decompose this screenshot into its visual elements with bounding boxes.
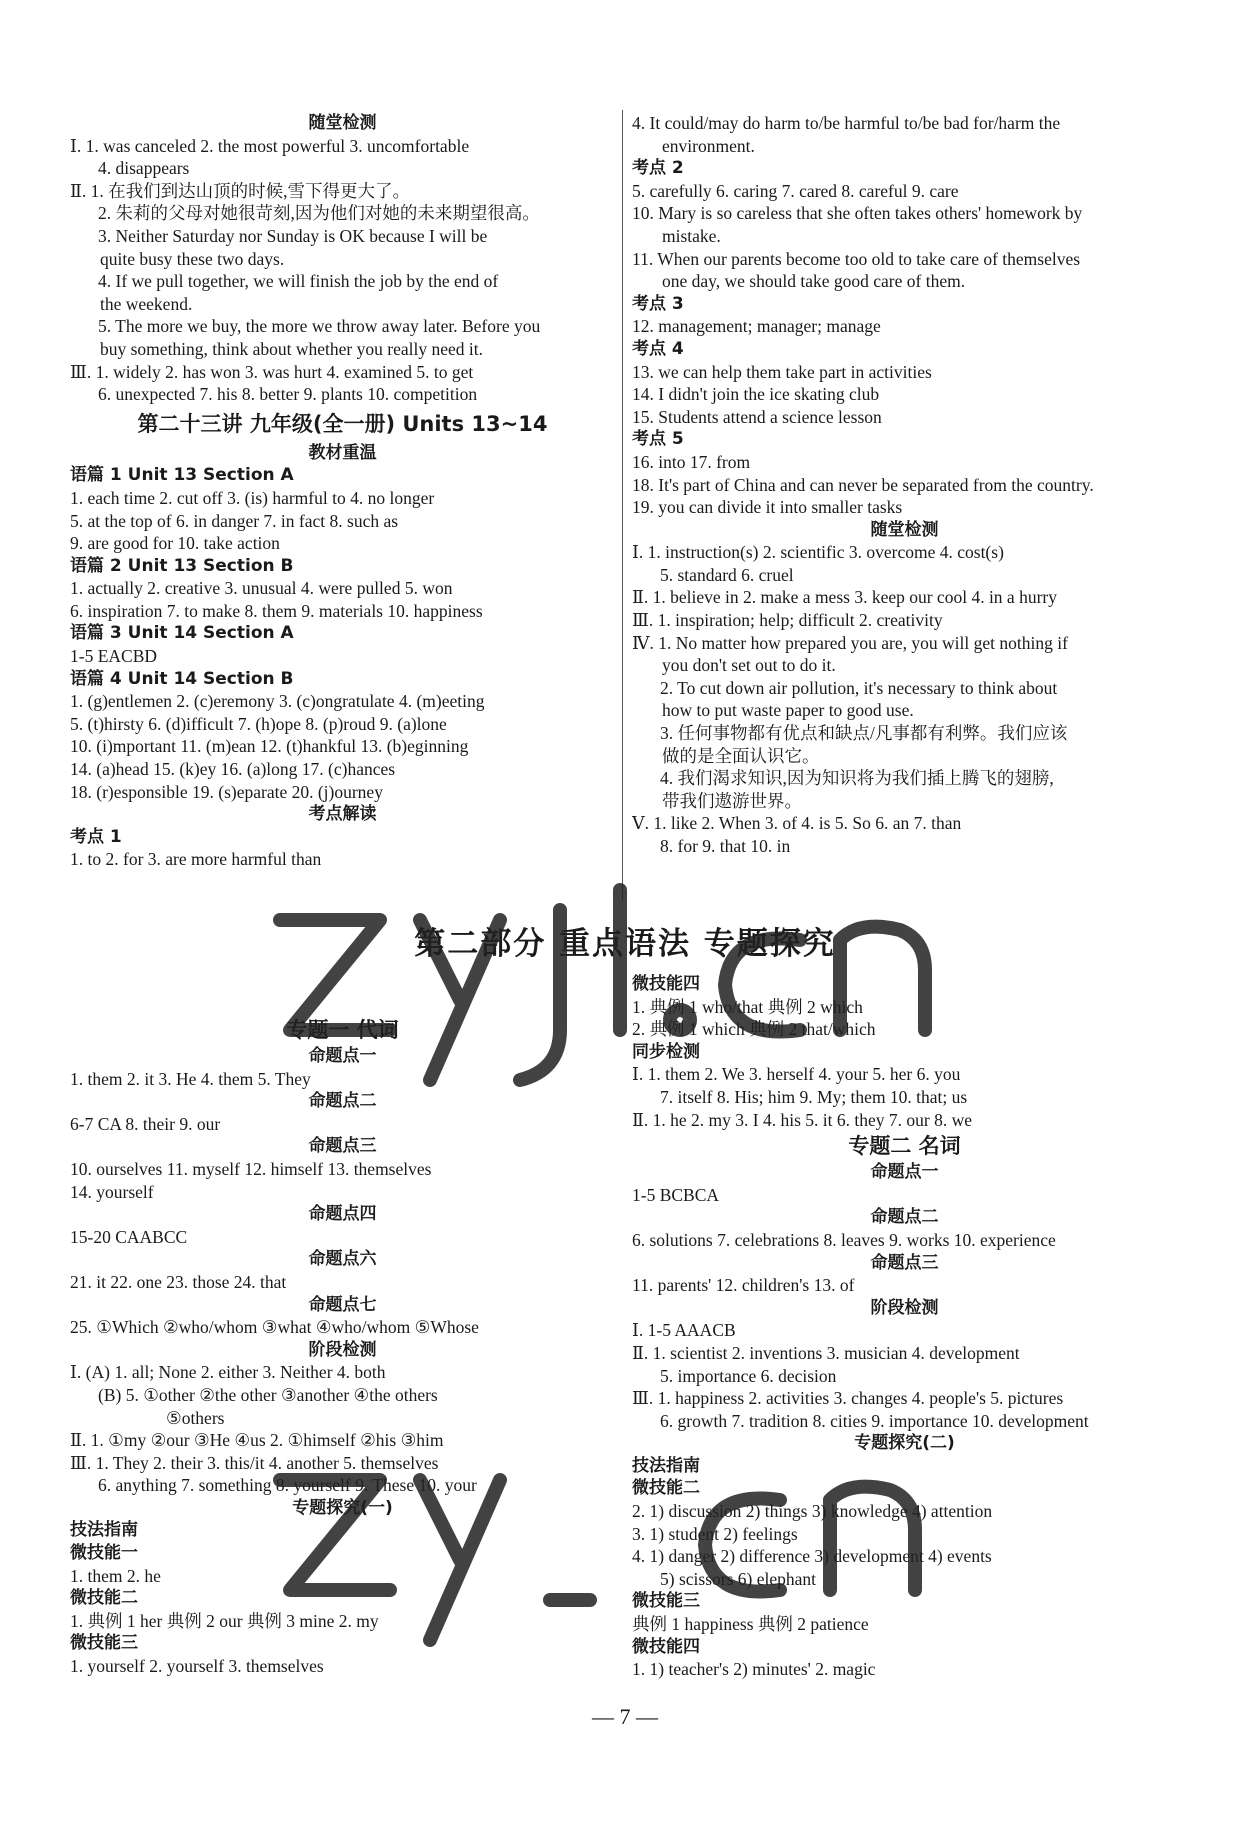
- answer-line: Ⅰ. (A) 1. all; None 2. either 3. Neither 4. both: [70, 1362, 386, 1383]
- sub-heading: 技法指南: [632, 1455, 700, 1476]
- answer-line: the weekend.: [100, 293, 193, 314]
- answer-line: Ⅱ. 1. he 2. my 3. I 4. his 5. it 6. they 7. our 8. we: [632, 1109, 972, 1130]
- answer-line: 5. carefully 6. caring 7. cared 8. careful 9. care: [632, 180, 959, 201]
- section-heading: 考点解读: [308, 804, 377, 825]
- answer-line: 25. ①Which ②who/whom ③what ④who/whom ⑤Whose: [70, 1317, 479, 1338]
- answer-line: 11. When our parents become too old to take care of themselves: [632, 248, 1081, 269]
- answer-line: 21. it 22. one 23. those 24. that: [70, 1271, 287, 1292]
- sub-heading: 考点 5: [632, 429, 684, 450]
- sub-heading: 微技能二: [70, 1588, 138, 1609]
- answer-line: 5. (t)hirsty 6. (d)ifficult 7. (h)ope 8. (p)roud 9. (a)lone: [70, 713, 447, 734]
- answer-line: 6-7 CA 8. their 9. our: [70, 1113, 221, 1134]
- answer-line: (B) 5. ①other ②the other ③another ④the others: [98, 1384, 438, 1405]
- section-heading: 命题点三: [870, 1252, 939, 1273]
- sub-heading: 微技能四: [632, 1636, 700, 1657]
- answer-line: 1. them 2. he: [70, 1565, 161, 1586]
- answer-line: 2. 1) discussion 2) things 3) knowledge 4) attention: [632, 1501, 993, 1522]
- answer-line: 5. The more we buy, the more we throw away later. Before you: [98, 316, 541, 337]
- answer-line: 6. growth 7. tradition 8. cities 9. importance 10. development: [660, 1410, 1089, 1431]
- answer-line: 1. 典例 1 her 典例 2 our 典例 3 mine 2. my: [70, 1610, 379, 1631]
- topic-title: 专题二 名词: [848, 1134, 961, 1159]
- sub-heading: 考点 2: [632, 158, 684, 179]
- answer-line: you don't set out to do it.: [662, 655, 836, 676]
- answer-line: 1-5 BCBCA: [632, 1184, 720, 1205]
- answer-line: Ⅰ. 1. was canceled 2. the most powerful 3. uncomfortable: [70, 135, 470, 156]
- answer-line: 1-5 EACBD: [70, 646, 158, 667]
- lesson-title: 第二十三讲 九年级(全一册) Units 13~14: [137, 411, 548, 436]
- right-column-top: [632, 112, 1177, 858]
- answer-line: 2. 朱莉的父母对她很苛刻,因为他们对她的未来期望很高。: [98, 203, 540, 224]
- answer-line: Ⅰ. 1. them 2. We 3. herself 4. your 5. her 6. you: [632, 1064, 961, 1085]
- left-column-bottom: [70, 1015, 615, 1678]
- section-heading: 命题点七: [308, 1294, 377, 1315]
- answer-line: 18. It's part of China and can never be separated from the country.: [632, 474, 1094, 495]
- sub-heading: 技法指南: [70, 1520, 138, 1541]
- answer-line: 14. yourself: [70, 1181, 154, 1202]
- sub-heading: 微技能三: [70, 1633, 138, 1654]
- answer-line: 16. into 17. from: [632, 451, 751, 472]
- section-heading: 命题点一: [870, 1162, 939, 1183]
- section-heading: 专题探究(一): [292, 1497, 393, 1518]
- answer-line: 做的是全面认识它。: [662, 745, 820, 766]
- section-heading: 命题点一: [308, 1046, 377, 1066]
- answer-line: Ⅱ. 1. 在我们到达山顶的时候,雪下得更大了。: [70, 180, 411, 201]
- section-heading: 命题点四: [308, 1204, 377, 1225]
- sub-heading: 微技能三: [632, 1591, 700, 1612]
- answer-line: ⑤others: [166, 1407, 225, 1428]
- sub-heading: 同步检测: [632, 1041, 700, 1062]
- answer-line: Ⅰ. 1-5 AAACB: [632, 1320, 736, 1341]
- section-heading: 随堂检测: [308, 113, 377, 133]
- page-number: — 7 —: [592, 1704, 658, 1729]
- answer-line: Ⅲ. 1. They 2. their 3. this/it 4. another 5. themselves: [70, 1452, 439, 1473]
- answer-line: 3. Neither Saturday nor Sunday is OK because I will be: [98, 225, 488, 246]
- answer-line: 10. (i)mportant 11. (m)ean 12. (t)hankful 13. (b)eginning: [70, 736, 469, 757]
- answer-line: 19. you can divide it into smaller tasks: [632, 497, 903, 518]
- section-heading: 阶段检测: [870, 1297, 939, 1318]
- column-divider: [622, 110, 623, 900]
- answer-line: 6. unexpected 7. his 8. better 9. plants 10. competition: [98, 384, 478, 405]
- section-heading: 命题点二: [870, 1207, 939, 1228]
- answer-line: 11. parents' 12. children's 13. of: [632, 1275, 855, 1296]
- answer-line: 3. 1) student 2) feelings: [632, 1523, 798, 1544]
- answer-line: 18. (r)esponsible 19. (s)eparate 20. (j)ourney: [70, 781, 383, 802]
- answer-line: 15-20 CAABCC: [70, 1226, 188, 1247]
- answer-line: 带我们遨游世界。: [662, 790, 802, 811]
- answer-line: 10. ourselves 11. myself 12. himself 13. themselves: [70, 1158, 432, 1179]
- answer-line: 1. 典例 1 who/that 典例 2 which: [632, 996, 863, 1017]
- answer-line: 1. them 2. it 3. He 4. them 5. They: [70, 1068, 311, 1089]
- answer-line: quite busy these two days.: [100, 248, 285, 269]
- answer-line: 6. anything 7. something 8. yourself 9. These 10. your: [98, 1475, 477, 1496]
- answer-line: 13. we can help them take part in activities: [632, 361, 932, 382]
- answer-line: 1. each time 2. cut off 3. (is) harmful to 4. no longer: [70, 487, 435, 508]
- sub-heading: 语篇 2 Unit 13 Section B: [70, 555, 294, 576]
- answer-line: 5. standard 6. cruel: [660, 564, 794, 585]
- sub-heading: 考点 1: [70, 826, 122, 847]
- answer-line: Ⅲ. 1. inspiration; help; difficult 2. creativity: [632, 610, 943, 631]
- sub-heading: 语篇 3 Unit 14 Section A: [70, 623, 294, 644]
- answer-line: 7. itself 8. His; him 9. My; them 10. that; us: [660, 1086, 968, 1107]
- left-column-top: [70, 112, 615, 871]
- answer-line: Ⅱ. 1. believe in 2. make a mess 3. keep our cool 4. in a hurry: [632, 587, 1057, 608]
- sub-heading: 考点 3: [632, 293, 684, 314]
- topic-title: 专题一 代词: [286, 1018, 399, 1042]
- sub-heading: 语篇 4 Unit 14 Section B: [70, 668, 294, 689]
- answer-line: 2. To cut down air pollution, it's necessary to think about: [660, 677, 1058, 698]
- sub-heading: 微技能一: [70, 1543, 138, 1564]
- part-title: 第二部分 重点语法 专题探究: [414, 926, 836, 962]
- answer-line: 1. to 2. for 3. are more harmful than: [70, 849, 322, 870]
- answer-line: 15. Students attend a science lesson: [632, 406, 882, 427]
- answer-line: 6. solutions 7. celebrations 8. leaves 9. works 10. experience: [632, 1229, 1056, 1250]
- answer-line: Ⅳ. 1. No matter how prepared you are, you will get nothing if: [632, 632, 1068, 653]
- answer-line: 10. Mary is so careless that she often takes others' homework by: [632, 203, 1083, 224]
- answer-line: 4. disappears: [98, 158, 190, 179]
- answer-line: one day, we should take good care of them.: [662, 271, 966, 292]
- answer-line: 4. 我们渴求知识,因为知识将为我们插上腾飞的翅膀,: [660, 768, 1054, 789]
- answer-line: Ⅱ. 1. ①my ②our ③He ④us 2. ①himself ②his ③him: [70, 1430, 444, 1451]
- sub-heading: 微技能四: [632, 974, 700, 994]
- answer-line: Ⅲ. 1. widely 2. has won 3. was hurt 4. examined 5. to get: [70, 361, 474, 382]
- answer-line: buy something, think about whether you really need it.: [100, 338, 483, 359]
- section-heading: 阶段检测: [308, 1339, 377, 1360]
- answer-line: 2. 典例 1 which 典例 2 that/which: [632, 1019, 876, 1040]
- answer-line: 12. management; manager; manage: [632, 316, 881, 337]
- answer-line: 6. inspiration 7. to make 8. them 9. materials 10. happiness: [70, 600, 483, 621]
- answer-line: Ⅱ. 1. scientist 2. inventions 3. musician 4. development: [632, 1342, 1020, 1363]
- section-heading: 随堂检测: [870, 519, 939, 540]
- answer-line: mistake.: [662, 225, 721, 246]
- answer-line: 典例 1 happiness 典例 2 patience: [632, 1614, 869, 1635]
- answer-line: Ⅰ. 1. instruction(s) 2. scientific 3. overcome 4. cost(s): [632, 542, 1004, 563]
- answer-line: 3. 任何事物都有优点和缺点/凡事都有利弊。我们应该: [660, 723, 1068, 744]
- answer-line: 14. I didn't join the ice skating club: [632, 384, 880, 405]
- answer-line: 1. (g)entlemen 2. (c)eremony 3. (c)ongratulate 4. (m)eeting: [70, 691, 485, 712]
- answer-line: environment.: [662, 135, 755, 156]
- sub-heading: 考点 4: [632, 338, 684, 359]
- answer-line: 1. actually 2. creative 3. unusual 4. were pulled 5. won: [70, 578, 453, 599]
- answer-line: 8. for 9. that 10. in: [660, 836, 791, 856]
- section-heading: 命题点六: [308, 1249, 377, 1270]
- answer-line: 4. If we pull together, we will finish the job by the end of: [98, 271, 499, 292]
- section-heading: 命题点二: [308, 1091, 377, 1112]
- answer-line: 5. importance 6. decision: [660, 1365, 837, 1386]
- answer-line: 1. yourself 2. yourself 3. themselves: [70, 1656, 324, 1677]
- answer-line: 9. are good for 10. take action: [70, 533, 280, 554]
- section-heading: 命题点三: [308, 1136, 377, 1157]
- answer-line: how to put waste paper to good use.: [662, 700, 914, 721]
- section-heading: 教材重温: [308, 442, 377, 463]
- sub-heading: 微技能二: [632, 1478, 700, 1499]
- answer-line: 14. (a)head 15. (k)ey 16. (a)long 17. (c)hances: [70, 759, 396, 780]
- answer-line: 1. 1) teacher's 2) minutes' 2. magic: [632, 1659, 876, 1680]
- right-column-bottom: [632, 973, 1177, 1681]
- section-heading: 专题探究(二): [854, 1433, 955, 1454]
- answer-line: Ⅲ. 1. happiness 2. activities 3. changes 4. people's 5. pictures: [632, 1388, 1064, 1409]
- answer-line: 5. at the top of 6. in danger 7. in fact 8. such as: [70, 510, 399, 531]
- sub-heading: 语篇 1 Unit 13 Section A: [70, 465, 294, 486]
- answer-line: Ⅴ. 1. like 2. When 3. of 4. is 5. So 6. an 7. than: [632, 813, 962, 834]
- answer-line: 5) scissors 6) elephant: [660, 1568, 817, 1589]
- answer-line: 4. 1) danger 2) difference 3) development 4) events: [632, 1546, 992, 1567]
- answer-line: 4. It could/may do harm to/be harmful to/be bad for/harm the: [632, 113, 1061, 133]
